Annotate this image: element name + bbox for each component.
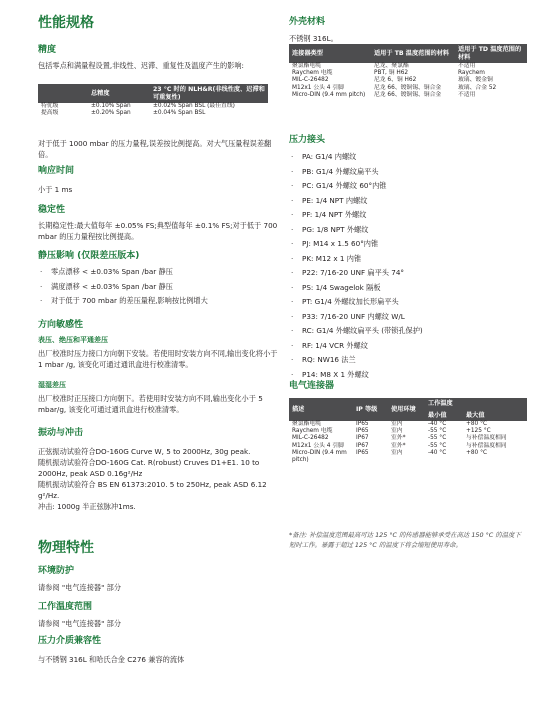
static-list	[38, 265, 280, 309]
accuracy-col2-header: 23 °C 时的 NLH&R(非线性度、迟滞和可重复性)	[153, 86, 265, 101]
table-row: Micro-DIN (9.4 mm pitch) 尼龙 66、镀铜锡、铜合金 不适用	[292, 91, 476, 98]
accuracy-col1-header: 总精度	[91, 89, 110, 97]
table-header: 连接器类型	[292, 49, 323, 57]
temp-range-text: 请参阅 "电气连接器" 部分	[38, 619, 122, 628]
materials-text: 不锈钢 316L。	[289, 34, 338, 43]
accuracy-heading: 精度	[38, 45, 57, 55]
table-cell: 提高级	[41, 110, 59, 117]
list-item: · PG: 1/8 NPT 外螺纹	[291, 224, 369, 234]
table-row: M12x1 公头 4 引脚 IP67 室外* -55 °C 与补偿温度相同	[292, 442, 507, 449]
electrical-table	[289, 398, 527, 464]
table-row	[38, 110, 268, 117]
table-row: M12x1 公头 4 引脚 尼龙 66、镀铜锡、铜合金 玻璃、合金 52	[292, 84, 497, 91]
table-cell: 特优级	[41, 103, 59, 109]
response-text: 小于 1 ms	[38, 185, 73, 194]
table-cell: ±0.02% Span BSL (最佳直线)	[153, 103, 235, 109]
orientation-heading: 方向敏感性	[38, 320, 84, 330]
list-item: · P33: 7/16-20 UNF 内螺纹 W/L	[291, 311, 405, 321]
temp-range-heading: 工作温度范围	[38, 602, 93, 612]
table-header: 工作温度	[428, 400, 453, 407]
pressure-conn-heading: 压力接头	[289, 135, 326, 145]
vibration-text	[38, 446, 280, 512]
materials-table	[289, 44, 527, 99]
table-header: 最大值	[466, 411, 485, 419]
vibration-line: 冲击: 1000g 半正弦脉冲1ms.	[38, 502, 136, 511]
table-header: IP 等级	[356, 405, 378, 413]
table-header: 描述	[292, 405, 305, 413]
environment-heading: 环境防护	[38, 566, 75, 576]
orientation-text2: 出厂校准时正压接口方向朝下。若使用时安装方向不同,输出变化小于 5 mbar/g, 该变化可通过通讯盒进行校准清零。	[38, 394, 263, 414]
media-heading: 压力介质兼容性	[38, 636, 102, 646]
accuracy-table	[38, 84, 268, 117]
vibration-heading: 振动与冲击	[38, 428, 84, 438]
list-item: · PT: G1/4 外螺纹加长形扁平头	[291, 297, 399, 306]
list-item: · 满度漂移 < ±0.03% Span /bar 静压	[40, 281, 173, 291]
table-header: 最小值	[428, 411, 447, 419]
table-header: 适用于 TB 温度范围的材料	[374, 49, 450, 57]
table-row	[38, 103, 268, 110]
orientation-text1: 出厂校准时压力接口方向朝下安装。若使用时安装方向不同,输出变化将小于 1 mbar /g, 该变化可通过通讯盒进行校准清零。	[38, 349, 278, 369]
table-cell: ±0.04% Span BSL	[153, 110, 206, 117]
list-item: · 零点漂移 < ±0.03% Span /bar 静压	[40, 267, 173, 276]
list-item: · PF: 1/4 NPT 外螺纹	[291, 210, 367, 219]
electrical-note: *备注: 补偿温度范围最高可达 125 °C 的传感器能够承受在高达 150 °C 的温度下短时工作。暴露于超过 125 °C 的温度下将会缩短使用寿命。	[289, 531, 521, 549]
list-item: · PC: G1/4 外螺纹 60°内锥	[291, 181, 387, 190]
table-cell: ±0.10% Span	[91, 103, 131, 109]
table-row: MIL-C-26482 尼龙 6、铜 H62 玻璃、镀金铜	[292, 77, 493, 84]
electrical-heading: 电气连接器	[289, 381, 335, 391]
table-row: 聚氯酯电缆 尼龙、聚氯酯 不适用	[292, 63, 476, 69]
table-row: Raychem 电缆 IP65 室内 -55 °C +125 °C	[292, 428, 491, 435]
orientation-sub2: 湿湿差压	[38, 381, 66, 389]
vibration-line: 随机振动试验符合DO-160G Cat. R(robust) Cruves D1+E1. 10 to 2000Hz, peak ASD 0.16g²/Hz	[38, 458, 260, 478]
pressure-conn-list	[289, 150, 527, 382]
environment-text: 请参阅 "电气连接器" 部分	[38, 583, 122, 592]
list-item: · RF: 1/4 VCR 外螺纹	[291, 340, 368, 350]
list-item: · RC: G1/4 外螺纹扁平头 (带锁孔保护)	[291, 326, 423, 335]
list-item: · PB: G1/4 外螺纹扁平头	[291, 166, 379, 176]
list-item: · 对于低于 700 mbar 的差压量程,影响按比例增大	[40, 296, 208, 305]
materials-heading: 外壳材料	[289, 17, 326, 27]
orientation-sub1: 表压、绝压和平通差压	[38, 336, 108, 344]
table-header: 适用于 TD 温度范围的材料	[458, 46, 522, 61]
media-text: 与不锈钢 316L 和哈氏合金 C276 兼容的流体	[38, 655, 185, 664]
vibration-line: 正弦振动试验符合DO-160G Curve W, 5 to 2000Hz, 30g peak.	[38, 447, 251, 456]
list-item: · PE: 1/4 NPT 内螺纹	[291, 195, 368, 205]
list-item: · PA: G1/4 内螺纹	[291, 152, 357, 161]
list-item: · P14: M8 X 1 外螺纹	[291, 369, 369, 379]
response-heading: 响应时间	[38, 166, 75, 176]
list-item: · PS: 1/4 Swagelok 隔板	[291, 282, 381, 292]
stability-heading: 稳定性	[38, 205, 66, 215]
list-item: · P22: 7/16-20 UNF 扁平头 74°	[291, 268, 404, 277]
table-row: Micro-DIN (9.4 mm pitch) IP65 室内 -40 °C +80 °C	[292, 449, 488, 464]
table-row: Raychem 电缆 PBT, 铜 H62 Raychem	[292, 70, 485, 77]
list-item: · RQ: NW16 法兰	[291, 355, 356, 364]
static-heading: 静压影响 (仅限差压版本)	[38, 251, 140, 261]
table-row: 聚氯酯电缆 IP65 室内 -40 °C +80 °C	[292, 421, 488, 427]
accuracy-desc: 包括零点和满量程设置,非线性、迟滞、重复性及温度产生的影响:	[38, 61, 244, 70]
accuracy-note: 对于低于 1000 mbar 的压力量程,误差按比例提高。对大气压量程误差翻倍。	[38, 139, 272, 159]
table-row: MIL-C-26482 IP67 室外* -55 °C 与补偿温度相同	[292, 435, 507, 442]
table-cell: ±0.20% Span	[91, 110, 131, 117]
vibration-line: 随机振动试验符合 BS EN 61373:2010. 5 to 250Hz, peak ASD 6.12 g²/Hz.	[38, 480, 267, 500]
list-item: · PK: M12 x 1 内锥	[291, 253, 362, 263]
table-header: 使用环境	[391, 405, 416, 413]
performance-title: 性能规格	[38, 15, 94, 31]
physical-title: 物理特性	[38, 540, 94, 556]
stability-text: 长期稳定性:最大值每年 ±0.05% FS;典型值每年 ±0.1% FS;对于低于 700 mbar 的压力量程按比例提高。	[38, 221, 278, 241]
list-item: · PJ: M14 x 1.5 60°内锥	[291, 239, 379, 248]
